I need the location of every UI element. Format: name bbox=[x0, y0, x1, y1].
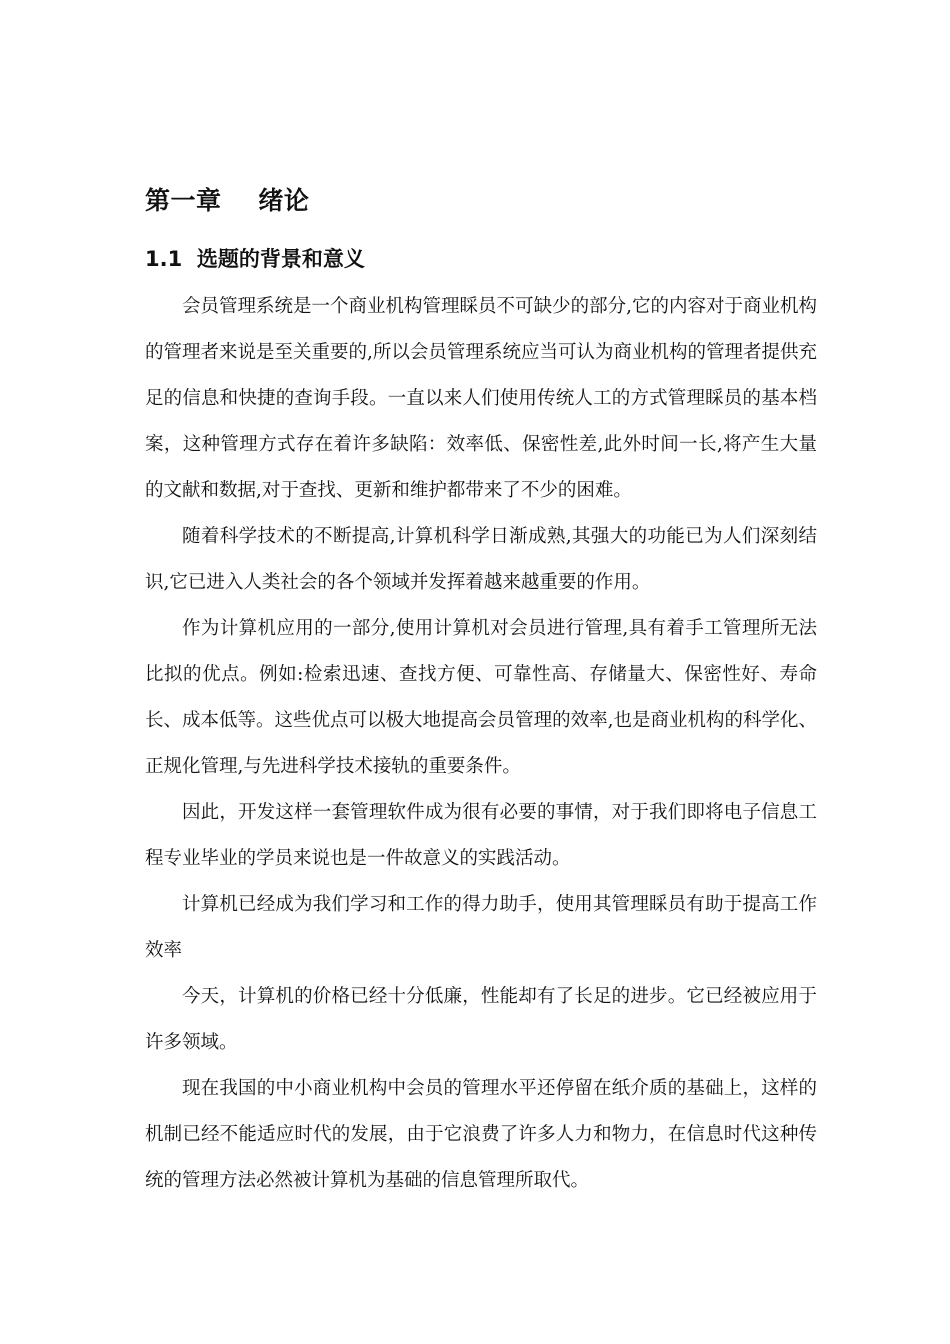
paragraph-2: 随着科学技术的不断提高,计算机科学日渐成熟,其强大的功能已为人们深刻结识,它已进入人类社会的各个领域并发挥着越来越重要的作用。 bbox=[145, 526, 817, 593]
paragraph-7: 现在我国的中小商业机构中会员的管理水平还停留在纸介质的基础上，这样的机制已经不能适应时代的发展，由于它浪费了许多人力和物力，在信息时代这种传统的管理方法必然被计算机为基础的信息管理所取代。 bbox=[145, 1078, 817, 1191]
paragraph-4: 因此，开发这样一套管理软件成为很有必要的事情，对于我们即将电子信息工程专业毕业的学员来说也是一件故意义的实践活动。 bbox=[145, 802, 817, 869]
paragraph-6: 今天，计算机的价格已经十分低廉，性能却有了长足的进步。它已经被应用于许多领域。 bbox=[145, 986, 817, 1053]
chapter-title: 第一章 绪论 bbox=[145, 186, 310, 215]
paragraph-1: 会员管理系统是一个商业机构管理睬员不可缺少的部分,它的内容对于商业机构的管理者来说是至关重要的,所以会员管理系统应当可认为商业机构的管理者提供充足的信息和快捷的查询手段。一直以来人们使用传统人工的方式管理睬员的基本档案，这种管理方式存在着许多缺陷：效率低、保密性差,此外时间一长,将产生大量的文献和数据,对于查找、更新和维护都带来了不少的困难。 bbox=[145, 296, 817, 501]
paragraph-3: 作为计算机应用的一部分,使用计算机对会员进行管理,具有着手工管理所无法比拟的优点。例如:检索迅速、查找方便、可靠性高、存储量大、保密性好、寿命长、成本低等。这些优点可以极大地提高会员管理的效率,也是商业机构的科学化、正规化管理,与先进科学技术接轨的重要条件。 bbox=[145, 618, 817, 777]
paragraph-5: 计算机已经成为我们学习和工作的得力助手，使用其管理睬员有助于提高工作效率 bbox=[145, 894, 817, 961]
section-title: 1.1 选题的背景和意义 bbox=[145, 247, 365, 271]
document-content bbox=[145, 184, 817, 1204]
body-text bbox=[145, 284, 817, 1204]
